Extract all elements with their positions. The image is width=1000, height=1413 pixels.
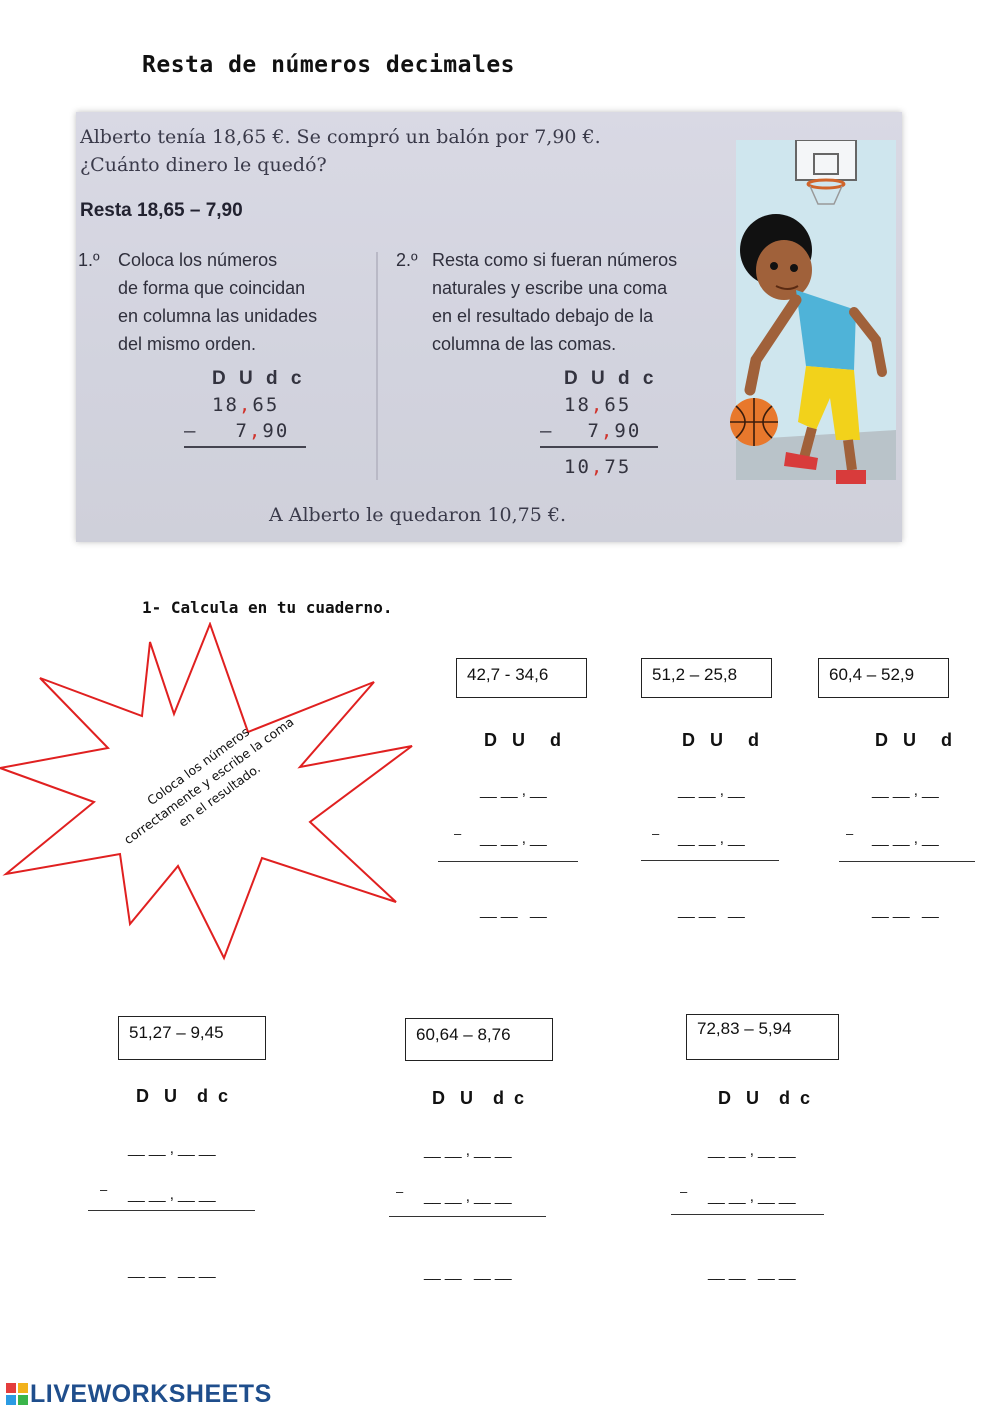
digit: 9 <box>614 420 628 442</box>
answer-blank-top[interactable]: __ __ , __ __ <box>708 1142 796 1159</box>
minus-sign: – <box>680 1184 688 1199</box>
minus-sign: – <box>846 826 854 841</box>
operation-box: 51,27 – 9,45 <box>118 1016 266 1060</box>
answer-blank-top[interactable]: __ __ , __ <box>872 782 939 799</box>
digit: 8 <box>577 394 591 416</box>
step-2-text-line: columna de las comas. <box>432 334 617 354</box>
decimal-comma: , <box>600 420 615 442</box>
answer-blank-result[interactable]: __ __ __ __ <box>424 1264 512 1281</box>
answer-blank-result[interactable]: __ __ __ <box>872 902 939 919</box>
subtrahend-row <box>540 420 670 442</box>
decimal-comma: , <box>590 394 605 416</box>
answer-blank-top[interactable]: __ __ , __ __ <box>424 1142 512 1159</box>
basketball-player-illustration <box>726 140 898 510</box>
answer-blank-middle[interactable]: __ __ , __ __ <box>424 1188 512 1205</box>
exercise-item <box>816 658 976 919</box>
decimal-comma: , <box>248 420 263 442</box>
answer-blank-top[interactable]: __ __ , __ <box>678 782 745 799</box>
digit: 7 <box>235 420 249 442</box>
exercise-item <box>640 658 790 919</box>
example-operation-left <box>184 368 314 448</box>
operation-box: 72,83 – 5,94 <box>686 1014 839 1060</box>
subtraction-line <box>438 861 578 862</box>
digit: 0 <box>627 420 642 442</box>
minus-sign: – <box>396 1184 404 1199</box>
digit: 1 <box>564 394 578 416</box>
digit: 6 <box>604 394 618 416</box>
minuend-row <box>212 394 314 416</box>
logo-mark-icon <box>6 1383 28 1405</box>
digit: 5 <box>265 394 280 416</box>
problem-line-1: Alberto tenía 18,65 €. Se compró un balón por 7,90 €. <box>80 126 601 148</box>
step-1-text-line: Coloca los números <box>118 250 278 270</box>
step-2-text-line: en el resultado debajo de la <box>432 306 654 326</box>
answer-blank-result[interactable]: __ __ __ __ <box>128 1262 216 1279</box>
answer-text: A Alberto le quedaron 10,75 €. <box>269 504 567 526</box>
subtraction-line <box>671 1214 824 1215</box>
step-1-number: 1.º <box>78 250 100 270</box>
operation-box: 51,2 – 25,8 <box>641 658 772 698</box>
result-row <box>564 456 670 478</box>
digit: 5 <box>617 456 632 478</box>
answer-blank-middle[interactable]: __ __ , __ __ <box>708 1188 796 1205</box>
answer-blank-result[interactable]: __ __ __ <box>678 902 745 919</box>
subtraction-line <box>88 1210 255 1211</box>
sum-line <box>540 446 658 448</box>
operation-box: 42,7 - 34,6 <box>456 658 587 698</box>
page-title: Resta de números decimales <box>142 52 516 78</box>
example-operation-right <box>540 368 670 478</box>
minus-sign: – <box>652 826 660 841</box>
answer-blank-result[interactable]: __ __ __ __ <box>708 1264 796 1281</box>
digit: 0 <box>577 456 591 478</box>
subtraction-line <box>641 860 779 861</box>
answer-blank-middle[interactable]: __ __ , __ <box>678 830 745 847</box>
place-value-header: D U d c <box>718 1088 811 1108</box>
subtraction-line <box>839 861 975 862</box>
step-2-number: 2.º <box>396 250 418 270</box>
place-value-header: D U d c <box>136 1086 229 1106</box>
minuend-row <box>564 394 670 416</box>
exercise-item <box>670 1014 850 1284</box>
subtrahend-row <box>184 420 314 442</box>
operation-box: 60,4 – 52,9 <box>818 658 949 698</box>
answer-blank-middle[interactable]: __ __ , __ <box>872 830 939 847</box>
step-1-text-line: del mismo orden. <box>118 334 257 354</box>
digit: 1 <box>212 394 226 416</box>
liveworksheets-logo <box>6 1380 272 1409</box>
place-value-header: D U d <box>484 730 562 750</box>
minus-sign: – <box>540 420 554 442</box>
problem-line-2: ¿Cuánto dinero le quedó? <box>80 154 327 176</box>
digit: 1 <box>564 456 578 478</box>
exercise-instruction: 1- Calcula en tu cuaderno. <box>142 598 393 617</box>
step-1-text-line: en columna las unidades <box>118 306 318 326</box>
place-value-header: D U d c <box>432 1088 525 1108</box>
step-2-text-line: naturales y escribe una coma <box>432 278 668 298</box>
digit: 9 <box>262 420 276 442</box>
answer-blank-result[interactable]: __ __ __ <box>480 902 547 919</box>
operation-box: 60,64 – 8,76 <box>405 1018 553 1061</box>
star-hint-text: Coloca los números correctamente y escribe la coma en el resultado. <box>121 714 297 848</box>
logo-text: LIVEWORKSHEETS <box>30 1380 272 1408</box>
minus-sign: – <box>454 826 462 841</box>
answer-blank-top[interactable]: __ __ , __ <box>480 782 547 799</box>
place-value-header: D U d <box>875 730 953 750</box>
digit: 8 <box>225 394 239 416</box>
step-1-text-line: de forma que coincidan <box>118 278 306 298</box>
operation-heading: Resta 18,65 – 7,90 <box>80 200 243 221</box>
subtraction-line <box>389 1216 546 1217</box>
digit: 7 <box>587 420 601 442</box>
decimal-comma: , <box>238 394 253 416</box>
digit: 0 <box>275 420 290 442</box>
step-2-text-line: Resta como si fueran números <box>432 250 678 270</box>
digit: 7 <box>604 456 618 478</box>
answer-blank-middle[interactable]: __ __ , __ __ <box>128 1186 216 1203</box>
exercise-item <box>88 1016 268 1286</box>
place-value-header: D U d c <box>212 368 306 389</box>
place-value-header: D U d <box>682 730 760 750</box>
exercise-item <box>388 1018 568 1288</box>
answer-blank-top[interactable]: __ __ , __ __ <box>128 1140 216 1157</box>
digit: 6 <box>252 394 266 416</box>
minus-sign: – <box>100 1182 108 1197</box>
place-value-header: D U d c <box>564 368 658 389</box>
decimal-comma: , <box>590 456 605 478</box>
exercise-item <box>438 658 588 919</box>
textbook-example-photo <box>76 112 902 542</box>
minus-sign: – <box>184 420 198 442</box>
answer-blank-middle[interactable]: __ __ , __ <box>480 830 547 847</box>
digit: 5 <box>617 394 632 416</box>
sum-line <box>184 446 306 448</box>
